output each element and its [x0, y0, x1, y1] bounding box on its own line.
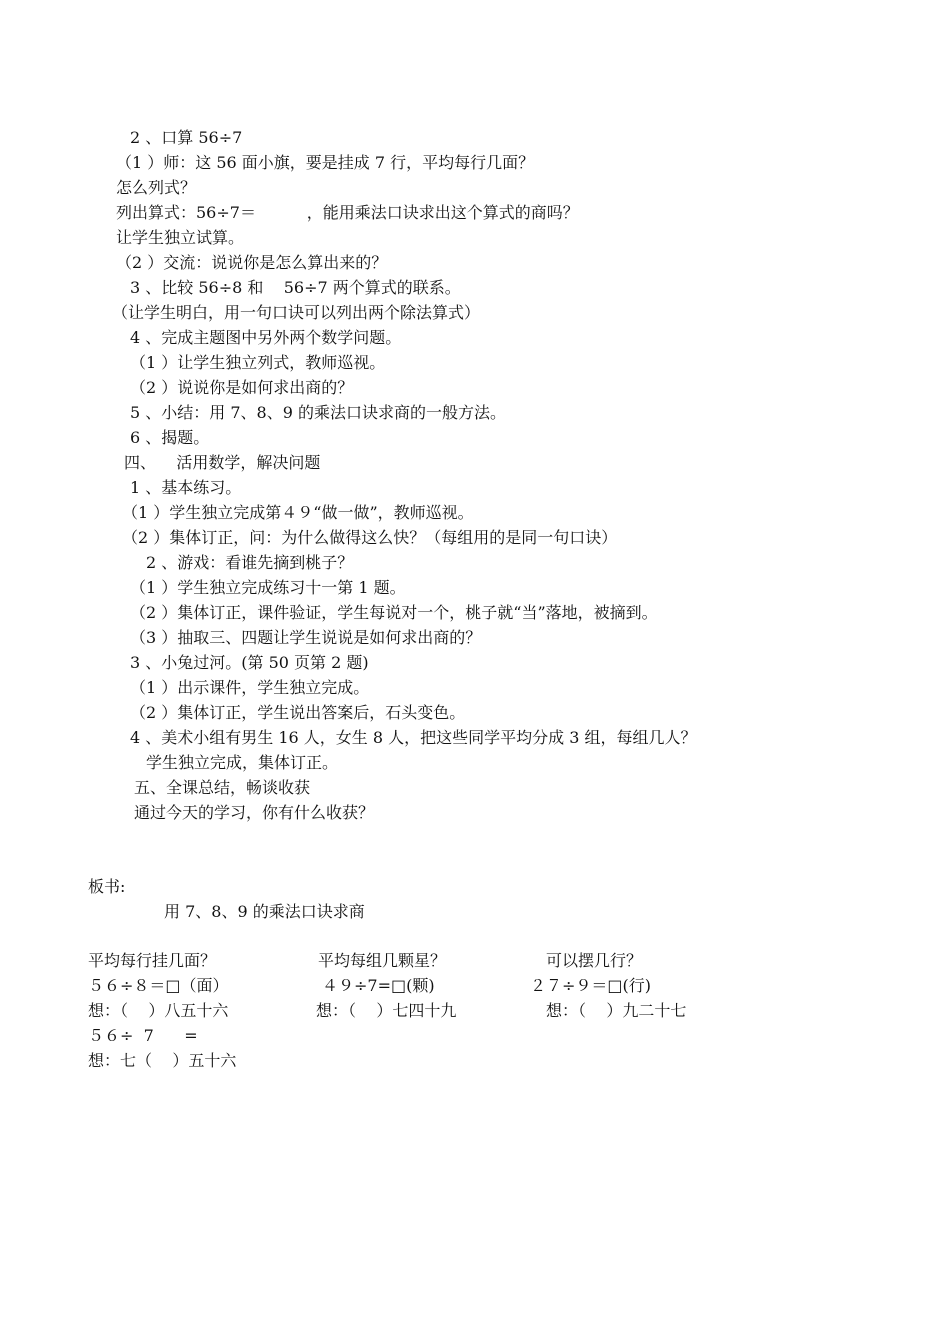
text-line: （让学生明白，用一句口诀可以列出两个除法算式）	[112, 303, 481, 322]
text-line: （2 ）集体订正，课件验证，学生每说对一个，桃子就“当”落地，被摘到。	[130, 603, 658, 622]
board-question: 可以摆几行？	[546, 951, 643, 970]
board-question: 平均每行挂几面？	[88, 951, 217, 970]
text-line: （2 ）交流：说说你是怎么算出来的？	[116, 253, 388, 272]
board-title: 用 7、8、9 的乘法口诀求商	[164, 902, 365, 921]
board-think: 想：（ ）八五十六	[88, 1001, 229, 1020]
text-line: （2 ）集体订正，学生说出答案后，石头变色。	[130, 703, 466, 722]
text-line: 让学生独立试算。	[116, 228, 245, 247]
board-think: 想：（ ）七四十九	[316, 1001, 457, 1020]
board-question: 平均每组几颗星？	[318, 951, 447, 970]
text-line: 5 、小结：用 7、8、9 的乘法口诀求商的一般方法。	[130, 403, 506, 422]
text-line: 6 、揭题。	[130, 428, 210, 447]
text-line: （1 ）学生独立完成第４９“做一做”，教师巡视。	[122, 503, 474, 522]
section-heading: 五、全课总结，畅谈收获	[134, 778, 311, 797]
text-line: （1 ）师：这 56 面小旗，要是挂成 7 行，平均每行几面？	[116, 153, 535, 172]
text-line: 2 、游戏：看谁先摘到桃子？	[146, 553, 354, 572]
text-line: （3 ）抽取三、四题让学生说说是如何求出商的？	[130, 628, 482, 647]
board-equation: ４９÷7=□(颗)	[322, 976, 435, 995]
text-line: （2 ）集体订正，问：为什么做得这么快？（每组用的是同一句口诀）	[122, 528, 618, 547]
text-line: 列出算式：56÷7＝ ，能用乘法口诀求出这个算式的商吗？	[116, 203, 579, 222]
board-equation: ５６÷８＝□（面）	[88, 976, 229, 995]
text-line: 3 、小兔过河。(第 50 页第 2 题)	[130, 653, 369, 672]
text-line: 4 、美术小组有男生 16 人，女生 8 人，把这些同学平均分成 3 组，每组几人？	[130, 728, 697, 747]
board-label: 板书:	[88, 877, 126, 896]
board-equation: ２７÷９＝□(行)	[530, 976, 652, 995]
board-equation: ５６÷ 7 =	[88, 1026, 198, 1045]
text-line: 2 、口算 56÷7	[130, 128, 243, 147]
text-line: （1 ）出示课件，学生独立完成。	[130, 678, 370, 697]
text-line: （1 ）学生独立完成练习十一第 1 题。	[130, 578, 406, 597]
text-line: 学生独立完成，集体订正。	[146, 753, 339, 772]
text-line: 怎么列式？	[116, 178, 197, 197]
text-line: （1 ）让学生独立列式，教师巡视。	[130, 353, 386, 372]
board-think: 想：七（ ）五十六	[88, 1051, 237, 1070]
text-line: 4 、完成主题图中另外两个数学问题。	[130, 328, 402, 347]
section-heading: 四、 活用数学，解决问题	[124, 453, 321, 472]
text-line: 1 、基本练习。	[130, 478, 242, 497]
text-line: 3 、比较 56÷8 和 56÷7 两个算式的联系。	[130, 278, 461, 297]
text-line: 通过今天的学习，你有什么收获？	[134, 803, 375, 822]
text-line: （2 ）说说你是如何求出商的？	[130, 378, 354, 397]
board-think: 想：（ ）九二十七	[546, 1001, 687, 1020]
